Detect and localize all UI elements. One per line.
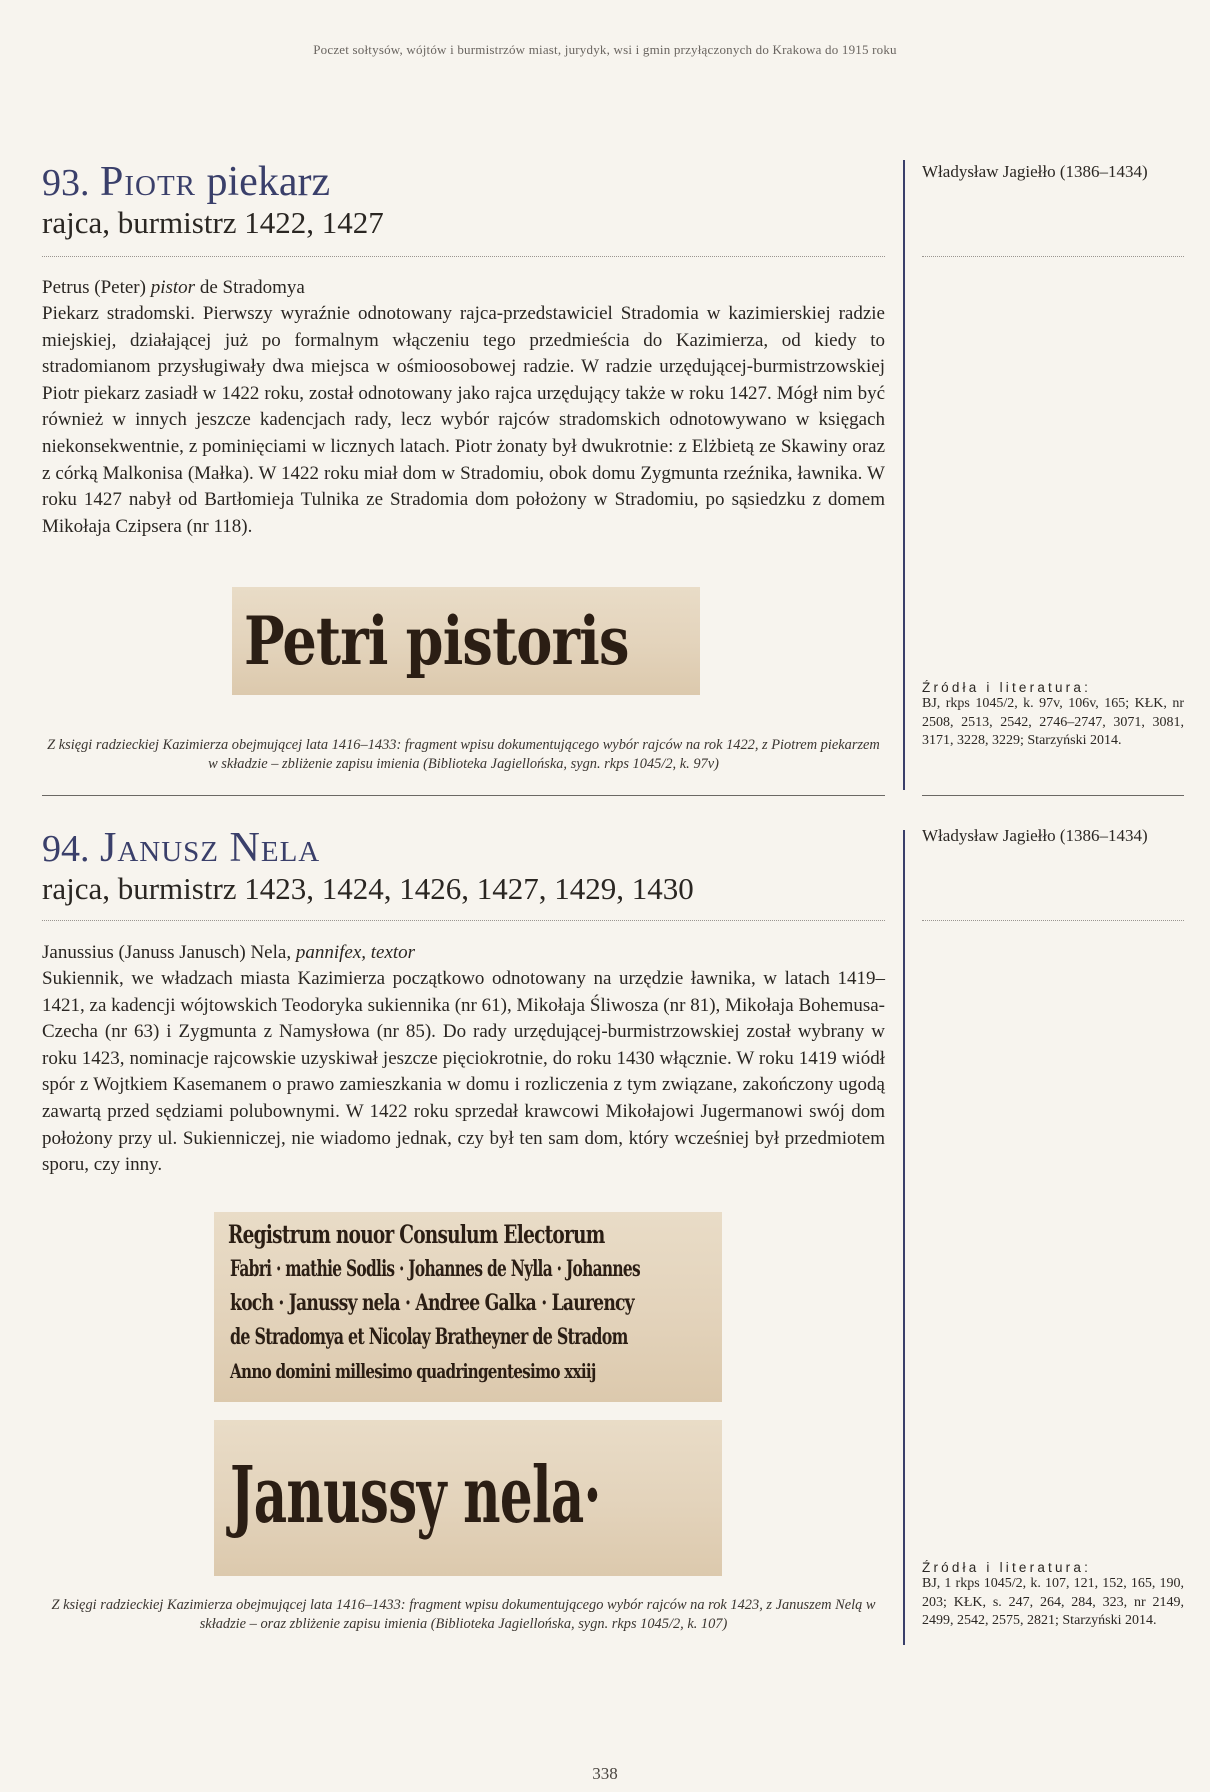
manuscript-text: Petri pistoris — [244, 602, 629, 680]
entry-number: 93. — [42, 162, 90, 204]
entry-number: 94. — [42, 828, 90, 870]
ruler-name: Władysław Jagiełło (1386–1434) — [922, 162, 1148, 181]
page-number: 338 — [592, 1764, 618, 1783]
manuscript-line: koch · Janussy nela · Andree Galka · Laurency — [230, 1290, 634, 1316]
manuscript-line: Registrum nouor Consulum Electorum — [228, 1220, 605, 1249]
manuscript-line: de Stradomya et Nicolay Bratheyner de Stradom — [230, 1324, 628, 1350]
sources-text: BJ, rkps 1045/2, k. 97v, 106v, 165; KŁK, nr 2508, 2513, 2542, 2746–2747, 3071, 3081, 3171, 3228, 3229; Starzyński 2014. — [922, 696, 1184, 748]
latin-name: Janussius (Januss Janusch) Nela, pannifex, textor — [42, 942, 416, 963]
sidebar-93 — [922, 162, 1184, 182]
latin-name: Petrus (Peter) pistor de Stradomya — [42, 277, 305, 298]
entry-title — [42, 160, 885, 205]
entry-93 — [42, 160, 885, 241]
image-caption: Z księgi radzieckiej Kazimierza obejmującej lata 1416–1433: fragment wpisu dokumentującego wybór rajców na rok 1422, z Piotrem piekarzem w składzie – zbliżenie zapisu imienia (Biblioteka Jagiellońska, sygn. rkps 1045/2, k. 97v) — [47, 737, 880, 772]
running-header: Poczet sołtysów, wójtów i burmistrzów miast, jurydyk, wsi i gmin przyłączonych do Krakowa do 1915 roku — [313, 42, 897, 57]
sidebar-94 — [922, 826, 1184, 846]
sources-title: Źródła i literatura: — [922, 680, 1092, 695]
image-caption: Z księgi radzieckiej Kazimierza obejmującej lata 1416–1433: fragment wpisu dokumentującego wybór rajców na rok 1423, z Januszem Nelą w składzie – oraz zbliżenie zapisu imienia (Biblioteka Jagiellońska, sygn. rkps 1045/2, k. 107) — [51, 1597, 876, 1632]
entry-subtitle: rajca, burmistrz 1422, 1427 — [42, 205, 384, 240]
section-rule — [42, 795, 885, 796]
sources-94 — [922, 1560, 1184, 1631]
ruler-name: Władysław Jagiełło (1386–1434) — [922, 826, 1148, 845]
entry-surname: Nela — [229, 825, 321, 871]
entry-body: Piekarz stradomski. Pierwszy wyraźnie odnotowany rajca-przedstawiciel Stradomia w kazimierskiej radzie miejskiej, działającej już po formalnym włączeniu tego przedmieścia do Kazimierza, od kiedy to stradomianom przysługiwały dwa miejsca w ośmioosobowej radzie. W radzie urzędującej-burmistrzowskiej Piotr piekarz zasiadł w 1422 roku, został odnotowany jako rajca urzędujący także w roku 1427. Mógł nim być również w innych jeszcze kadencjach rady, lecz wybór rajców stradomskich odnotowywano w księgach niekonsekwentnie, z pominięciami w licznych latach. Piotr żonaty był dwukrotnie: z Elżbietą ze Skawiny oraz z córką Malkonisa (Małka). W 1422 roku miał dom w Stradomiu, obok domu Zygmunta rzeźnika, ławnika. W roku 1427 nabył od Bartłomieja Tulnika ze Stradomia dom położony w Stradomiu, po sąsiedzku z domem Mikołaja Czipsera (nr 118). — [42, 303, 885, 537]
sources-93 — [922, 680, 1184, 751]
dotted-divider — [922, 920, 1184, 921]
dotted-divider — [42, 920, 885, 921]
dotted-divider — [42, 256, 885, 257]
entry-title — [42, 826, 885, 871]
manuscript-image-93 — [232, 587, 700, 695]
column-divider-rule — [903, 830, 905, 1645]
dotted-divider — [922, 256, 1184, 257]
entry-surname: piekarz — [206, 159, 331, 205]
entry-94 — [42, 826, 885, 907]
sources-text: BJ, 1 rkps 1045/2, k. 107, 121, 152, 165, 190, 203; KŁK, s. 247, 264, 284, 323, nr 2149, 2499, 2542, 2575, 2821; Starzyński 2014. — [922, 1576, 1184, 1628]
sources-title: Źródła i literatura: — [922, 1560, 1092, 1575]
entry-body: Sukiennik, we władzach miasta Kazimierza początkowo odnotowany na urzędzie ławnika, w latach 1419–1421, za kadencji wójtowskich Teodoryka sukiennika (nr 61), Mikołaja Śliwosza (nr 81), Mikołaja Bohemusa-Czecha (nr 63) i Zygmunta z Namysłowa (nr 85). Do rady urzędującej-burmistrzowskiej został wybrany w roku 1423, nominacje rajcowskie uzyskiwał jeszcze pięciokrotnie, do roku 1430 włącznie. W roku 1419 wiódł spór z Wojtkiem Kasemanem o prawo zamieszkania w domu i rozliczenia z tym związane, zakończony ugodą zawartą przed sędziami polubownymi. W 1422 roku sprzedał krawcowi Mikołajowi Jugermanowi swój dom położony przy ul. Sukienniczej, nie wiadomo jednak, czy był ten sam dom, który wcześniej był przedmiotem sporu, czy inny. — [42, 968, 885, 1176]
manuscript-image-94b — [214, 1420, 722, 1576]
manuscript-line: Fabri · mathie Sodlis · Johannes de Nylla · Johannes — [230, 1256, 640, 1282]
entry-93-text — [42, 275, 885, 540]
section-rule — [922, 795, 1184, 796]
entry-first-name: Piotr — [100, 159, 197, 205]
manuscript-line: Anno domini millesimo quadringentesimo xxiij — [230, 1359, 596, 1383]
manuscript-zoom-text: Janussy nela· — [230, 1450, 601, 1541]
column-divider-rule — [903, 160, 905, 790]
manuscript-image-94a — [214, 1212, 722, 1402]
entry-subtitle: rajca, burmistrz 1423, 1424, 1426, 1427, 1429, 1430 — [42, 871, 694, 906]
entry-94-text — [42, 940, 885, 1179]
entry-first-name: Janusz — [100, 825, 220, 871]
